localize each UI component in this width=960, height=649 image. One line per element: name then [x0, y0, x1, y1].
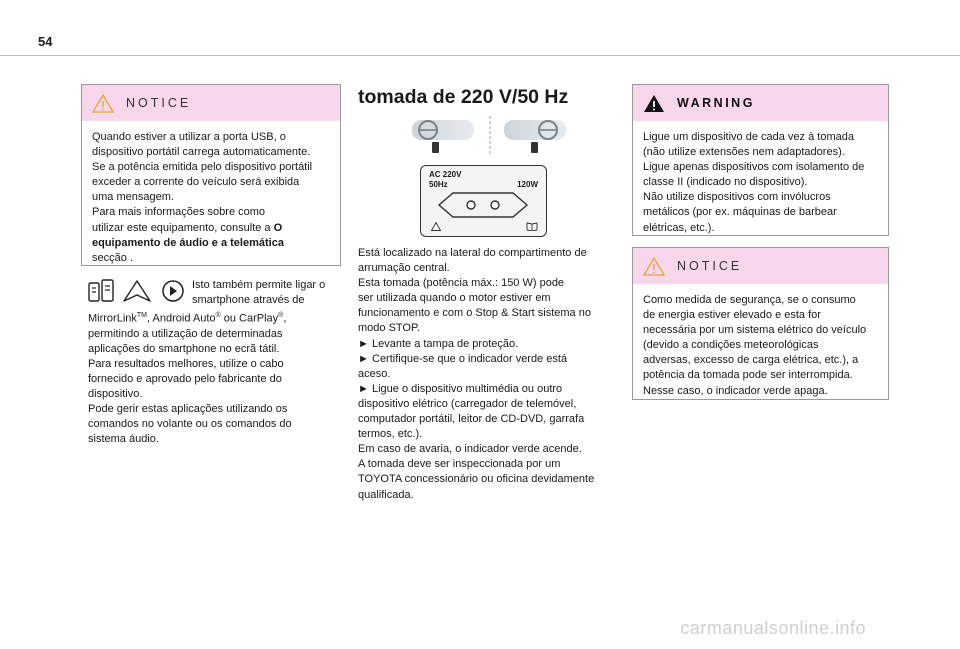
warning-line: metálicos (por ex. máquinas de barbear	[643, 206, 837, 219]
notice-line: dispositivo portátil carrega automaticamente.	[92, 146, 311, 159]
warning-line: (não utilize extensões nem adaptadores).	[643, 146, 845, 159]
socket-outlet-icon	[435, 190, 531, 220]
warning-line: Ligue apenas dispositivos com isolamento de	[643, 161, 865, 174]
brand-mirrorlink: MirrorLink	[88, 312, 137, 325]
header-rule	[0, 55, 960, 56]
notice-line: Se a potência emitida pelo dispositivo portátil	[92, 161, 313, 174]
desc-line: modo STOP.	[358, 322, 420, 335]
notice-line: potência da tomada pode ser interrompida.	[643, 369, 853, 382]
android-auto-icon	[122, 279, 152, 303]
step-text: Certifique-se que o indicador verde está	[372, 352, 568, 365]
paragraph-line: smartphone através de	[192, 294, 305, 307]
vehicle-dashboard-illustration	[410, 112, 570, 158]
desc-line: qualificada.	[358, 488, 414, 501]
notice-title: NOTICE	[677, 259, 743, 273]
step-line	[358, 352, 594, 367]
desc-line: dispositivo elétrico (carregador de telemóvel,	[358, 397, 577, 410]
warning-triangle-icon	[643, 94, 665, 113]
paragraph-line: Isto também permite ligar o	[192, 279, 326, 291]
paragraph-line: comandos no volante ou os comandos do	[88, 418, 292, 431]
desc-line: computador portátil, leitor de CD-DVD, garrafa	[358, 413, 585, 426]
page-number: 54	[38, 34, 53, 49]
step-line	[358, 337, 594, 352]
notice-line: Quando estiver a utilizar a porta USB, o	[92, 131, 286, 143]
desc-line: A tomada deve ser inspeccionada por um	[358, 458, 561, 471]
socket-power: 120W	[517, 180, 538, 189]
desc-line: funcionamento e com o Stop & Start sistema no	[358, 307, 591, 320]
notice-line: uma mensagem.	[92, 191, 174, 204]
notice-body	[633, 284, 888, 409]
notice-body	[82, 121, 340, 276]
warning-line: Não utilize dispositivos com invólucros	[643, 191, 831, 204]
caution-triangle-icon	[92, 94, 114, 113]
socket-illustration	[420, 165, 547, 237]
desc-line: Está localizado na lateral do compartimento de	[358, 247, 587, 259]
warning-line: classe II (indicado no dispositivo).	[643, 176, 808, 189]
socket-description	[358, 246, 594, 503]
paragraph-line: fornecido e aprovado pelo fabricante do	[88, 373, 282, 386]
caution-triangle-icon	[643, 257, 665, 276]
notice-line: Para mais informações sobre como	[92, 206, 266, 219]
notice-line: de energia estiver elevado e esta for	[643, 309, 821, 322]
step-arrow-icon: ►	[358, 382, 369, 395]
left-paragraph	[88, 308, 292, 448]
step-cont-line: aceso.	[358, 367, 391, 380]
paragraph-line-brands	[88, 308, 292, 327]
notice-box-left	[81, 84, 341, 266]
notice-bold-text: equipamento de áudio e a telemática	[92, 236, 284, 249]
socket-frequency: 50Hz	[429, 180, 448, 189]
notice-line-text: utilizar este equipamento, consulte a	[92, 221, 274, 234]
desc-line: ser utilizada quando o motor estiver em	[358, 292, 551, 305]
brand-carplay: ou CarPlay	[220, 312, 279, 325]
warning-header	[633, 85, 888, 121]
notice-line: necessária por um sistema elétrico do veículo	[643, 324, 867, 337]
carplay-icon	[160, 279, 186, 303]
warning-box	[632, 84, 889, 236]
notice-header	[633, 248, 888, 284]
desc-line: Esta tomada (potência máx.: 150 W) pode	[358, 277, 565, 290]
registered-sup: ®	[215, 312, 221, 319]
paragraph-line: dispositivo.	[88, 388, 143, 401]
paragraph-line: sistema áudio.	[88, 433, 159, 446]
notice-line	[92, 221, 330, 236]
brand-android: , Android Auto	[147, 312, 216, 325]
manual-book-icon	[526, 222, 538, 231]
paragraph-line: Pode gerir estas aplicações utilizando os	[88, 403, 288, 416]
notice-bold-first: O	[273, 221, 283, 234]
socket-voltage: AC 220V	[429, 170, 462, 179]
warning-line: Ligue um dispositivo de cada vez à tomada	[643, 131, 854, 143]
step-arrow-icon: ►	[358, 337, 369, 350]
paragraph-line: aplicações do smartphone no ecrã tátil.	[88, 342, 280, 355]
desc-line: Em caso de avaria, o indicador verde acende.	[358, 443, 582, 456]
left-paragraph-top	[192, 278, 325, 308]
notice-line: exceder a corrente do veículo será exibida	[92, 176, 300, 189]
app-icons-row	[88, 279, 186, 303]
paragraph-line: Para resultados melhores, utilize o cabo	[88, 357, 284, 370]
notice-line: adversas, excesso de carga elétrica, etc.), a	[643, 354, 859, 367]
registered-sup: ®	[278, 312, 284, 319]
notice-bold-line	[92, 236, 330, 251]
warning-body	[633, 121, 888, 246]
notice-line: Como medida de segurança, se o consumo	[643, 294, 856, 306]
desc-line: TOYOTA concessionário ou oficina devidamente	[358, 473, 595, 486]
mirrorlink-icon	[88, 279, 114, 303]
step-line	[358, 382, 594, 397]
desc-line: arrumação central.	[358, 262, 450, 275]
notice-box-right	[632, 247, 889, 400]
brand-comma: ,	[283, 312, 287, 325]
warning-line: elétricas, etc.).	[643, 221, 715, 234]
warning-title: WARNING	[677, 96, 755, 110]
watermark-text: carmanualsonline.info	[680, 618, 866, 638]
warning-small-icon	[431, 222, 441, 231]
notice-line: (devido a condições meteorológicas	[643, 339, 819, 352]
step-text: Ligue o dispositivo multimédia ou outro	[372, 382, 563, 395]
notice-end-line: secção .	[92, 251, 133, 264]
trademark-sup: TM	[136, 312, 148, 319]
notice-header	[82, 85, 340, 121]
step-arrow-icon: ►	[358, 352, 369, 365]
step-text: Levante a tampa de proteção.	[372, 337, 519, 350]
section-title: tomada de 220 V/50 Hz	[358, 86, 569, 108]
desc-line: termos, etc.).	[358, 428, 423, 441]
notice-line: Nesse caso, o indicador verde apaga.	[643, 384, 828, 397]
notice-title: NOTICE	[126, 96, 192, 110]
paragraph-line: permitindo a utilização de determinadas	[88, 327, 283, 340]
